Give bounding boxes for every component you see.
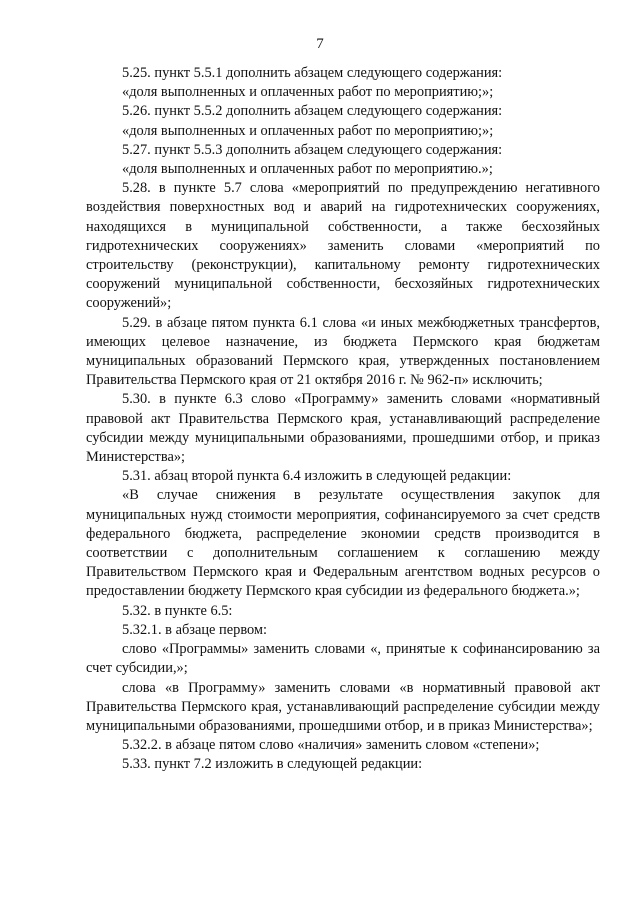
paragraph: 5.33. пункт 7.2 изложить в следующей редакции: <box>122 756 423 773</box>
paragraph: слова «в Программу» заменить словами «в нормативный правовой акт Правительства Пермского края, устанавливающий распределение субсидии между муниципальными образованиями, прошедшими отбор, и в приказ Министерства»; <box>86 679 600 734</box>
paragraph: слово «Программы» заменить словами «, принятые к софинансированию за счет субсидии,»; <box>86 641 600 677</box>
paragraph: 5.25. пункт 5.5.1 дополнить абзацем следующего содержания: <box>122 65 503 81</box>
paragraph: 5.28. в пункте 5.7 слова «мероприятий по предупреждению негативного воздействия поверхностных вод и аварий на гидротехнических сооружениях, находящихся в муниципальной собственности, а также бесхозяйных гидротехнических сооружениях» заменить словами «мероприятий по строительству (реконструкции), капитальному ремонту гидротехнических сооружений муниципальной собственности, бесхозяйных гидротехнических сооружений»; <box>86 180 600 312</box>
document-body <box>86 64 600 775</box>
paragraph: «В случае снижения в результате осуществления закупок для муниципальных нужд стоимости мероприятия, софинансируемого за счет средств федерального бюджета, распределение экономии средств производится в соответствии с дополнительным соглашением к соглашению между Правительством Пермского края и Федеральным агентством водных ресурсов о предоставлении бюджету Пермского края субсидии из федерального бюджета.»; <box>86 487 600 600</box>
paragraph: 5.32.1. в абзаце первом: <box>122 621 268 638</box>
paragraph: «доля выполненных и оплаченных работ по мероприятию;»; <box>122 84 494 101</box>
paragraph: 5.27. пункт 5.5.3 дополнить абзацем следующего содержания: <box>122 141 503 158</box>
paragraph: «доля выполненных и оплаченных работ по мероприятию;»; <box>122 122 494 139</box>
paragraph: 5.32.2. в абзаце пятом слово «наличия» заменить словом «степени»; <box>122 737 540 754</box>
paragraph: «доля выполненных и оплаченных работ по мероприятию.»; <box>122 161 493 178</box>
paragraph: 5.30. в пункте 6.3 слово «Программу» заменить словами «нормативный правовой акт Правительства Пермского края, устанавливающий распределение субсидии между муниципальными образованиями, прошедшими отбор, и приказ Министерства»; <box>86 391 600 466</box>
paragraph: 5.31. абзац второй пункта 6.4 изложить в следующей редакции: <box>122 468 512 485</box>
paragraph: 5.26. пункт 5.5.2 дополнить абзацем следующего содержания: <box>122 103 503 120</box>
paragraph: 5.29. в абзаце пятом пункта 6.1 слова «и иных межбюджетных трансфертов, имеющих целевое назначение, из бюджета Пермского края бюджетам муниципальных образований Пермского края, утвержденных постановлением Правительства Пермского края от 21 октября 2016 г. № 962-п» исключить; <box>86 314 600 389</box>
paragraph: 5.32. в пункте 6.5: <box>122 602 233 619</box>
page-number: 7 <box>316 36 324 52</box>
